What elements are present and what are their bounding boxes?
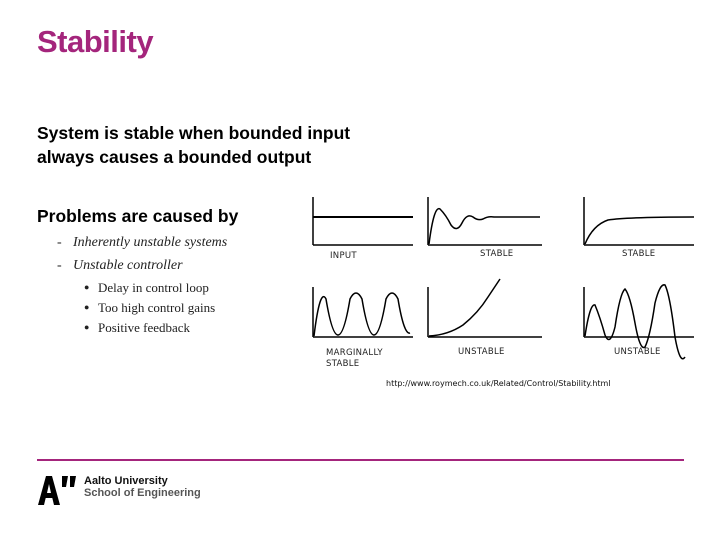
stability-responses-figure xyxy=(308,187,698,372)
panel-stable-oscillating xyxy=(428,197,542,259)
panel-label-marginally-line-2: STABLE xyxy=(326,359,360,369)
panel-marginally-stable xyxy=(313,287,413,369)
panel-label-input: INPUT xyxy=(330,251,357,261)
panel-label-stable: STABLE xyxy=(480,249,514,259)
panel-stable-monotonic xyxy=(584,197,694,259)
source-url: http://www.roymech.co.uk/Related/Control/Stability.html xyxy=(386,379,611,388)
bullet-dot: ● xyxy=(84,322,90,332)
controller-cause-label: Too high control gains xyxy=(98,300,216,315)
panel-label-marginally-line-1: MARGINALLY xyxy=(326,348,383,358)
panel-label-unstable: UNSTABLE xyxy=(614,347,661,357)
bullet-dot: ● xyxy=(84,302,90,312)
cause-label: Inherently unstable systems xyxy=(73,235,228,250)
panel-unstable-oscillating xyxy=(584,285,694,359)
dash-bullet: - xyxy=(57,235,62,250)
footer-divider xyxy=(37,459,684,461)
bullet-dot: ● xyxy=(84,282,90,292)
university-name: Aalto University xyxy=(84,475,168,487)
definition-line-1: System is stable when bounded input xyxy=(37,123,351,143)
panel-input xyxy=(313,197,413,261)
panel-unstable-growing xyxy=(428,279,542,357)
school-name: School of Engineering xyxy=(84,487,201,499)
panel-label-unstable: UNSTABLE xyxy=(458,347,505,357)
cause-label: Unstable controller xyxy=(73,258,183,273)
definition-line-2: always causes a bounded output xyxy=(37,147,312,167)
controller-cause-label: Delay in control loop xyxy=(98,280,209,295)
panel-label-stable: STABLE xyxy=(622,249,656,259)
footer-institution xyxy=(84,475,201,499)
problems-heading: Problems are caused by xyxy=(37,206,239,226)
aalto-logo-icon xyxy=(37,474,77,506)
controller-cause-label: Positive feedback xyxy=(98,320,191,335)
stability-definition xyxy=(37,121,437,169)
slide-title: Stability xyxy=(37,24,154,59)
dash-bullet: - xyxy=(57,258,62,273)
